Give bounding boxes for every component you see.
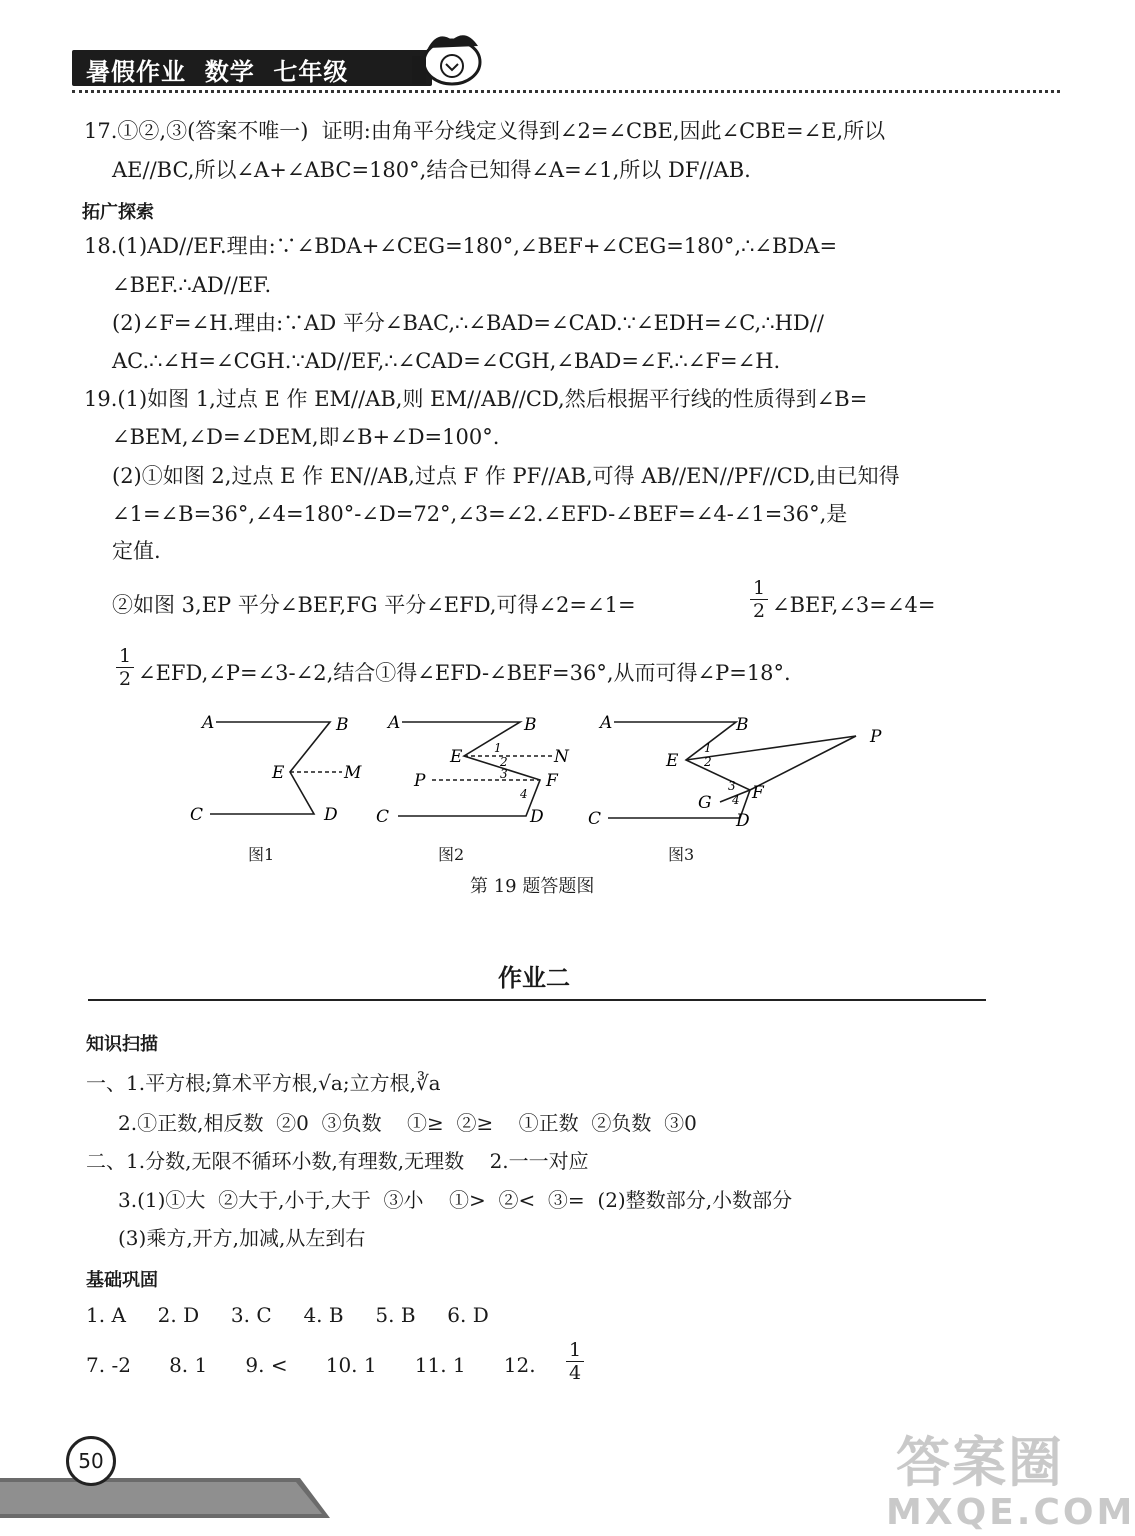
fig2-point-P: P	[414, 771, 426, 791]
fig3-point-E: E	[666, 751, 679, 771]
fig2-point-B: B	[524, 715, 537, 735]
hw2-title: 作业二	[498, 964, 570, 992]
basic-answers-1: 1. A 2. D 3. C 4. B 5. B 6. D	[86, 1303, 489, 1327]
p18-line4: AC.∴∠H=∠CGH.∵AD//EF,∴∠CAD=∠CGH,∠BAD=∠F.∴∠F=∠H.	[112, 349, 781, 373]
fig1-point-B: B	[336, 715, 349, 735]
watermark-logo: 答案圈	[896, 1431, 1064, 1494]
fig2-angle-1: 1	[494, 741, 502, 755]
fig1-label: 图1	[248, 845, 275, 864]
k2: 2.①正数,相反数 ②0 ③负数 ①≥ ②≥ ①正数 ②负数 ③0	[118, 1111, 697, 1135]
fig2-angle-2: 2	[500, 755, 508, 769]
p19-line7: ∠EFD,∠P=∠3-∠2,结合①得∠EFD-∠BEF=36°,从而可得∠P=18°.	[138, 661, 791, 685]
p19-line3: (2)①如图 2,过点 E 作 EN//AB,过点 F 作 PF//AB,可得 AB//EN//PF//CD,由已知得	[112, 464, 900, 488]
fig3-point-P: P	[870, 727, 882, 747]
section-basic: 基础巩固	[86, 1270, 158, 1291]
hw2-rule	[88, 999, 986, 1001]
k5: (3)乘方,开方,加减,从左到右	[118, 1226, 366, 1250]
footer-band	[0, 1458, 330, 1536]
fig2-point-N: N	[554, 747, 569, 767]
p17-line1: 17.①②,③(答案不唯一) 证明:由角平分线定义得到∠2=∠CBE,因此∠CBE=∠E,所以	[84, 119, 886, 143]
fig2-point-A: A	[388, 713, 401, 733]
fig3-angle-4: 4	[732, 793, 740, 807]
p19-line6b: ∠BEF,∠3=∠4=	[772, 593, 936, 617]
p18-line3: (2)∠F=∠H.理由:∵AD 平分∠BAC,∴∠BAD=∠CAD.∵∠EDH=∠C,∴HD//	[112, 311, 824, 335]
basic-answers-2: 7. -2 8. 1 9. < 10. 1 11. 1 12.	[86, 1353, 536, 1377]
section-extend: 拓广探索	[82, 202, 154, 223]
k4: 3.(1)①大 ②大于,小于,大于 ③小 ①> ②< ③= (2)整数部分,小数部分	[118, 1188, 793, 1212]
k3: 二、1.分数,无限不循环小数,有理数,无理数 2.一一对应	[86, 1149, 589, 1173]
section-knowledge: 知识扫描	[86, 1034, 158, 1055]
fraction-quarter: 1 4	[566, 1340, 584, 1383]
watermark-url: MXQE.COM	[886, 1492, 1135, 1533]
k1: 一、1.平方根;算术平方根,√a;立方根,∛a	[86, 1071, 441, 1095]
p19-line2: ∠BEM,∠D=∠DEM,即∠B+∠D=100°.	[112, 425, 500, 449]
fig2-point-D: D	[530, 807, 544, 827]
p19-line5: 定值.	[112, 539, 161, 563]
fig3-point-B: B	[736, 715, 749, 735]
fraction-half-2: 1 2	[116, 646, 134, 689]
fig2-label: 图2	[438, 845, 465, 864]
header-divider	[72, 90, 1060, 93]
fig3-point-G: G	[698, 793, 712, 813]
fig3-point-C: C	[588, 809, 602, 829]
fig1-point-A: A	[202, 713, 215, 733]
fig1-point-M: M	[344, 763, 362, 783]
fig3-point-D: D	[736, 811, 750, 831]
fig2-point-C: C	[376, 807, 390, 827]
fig3-point-A: A	[600, 713, 613, 733]
fraction-half: 1 2	[750, 578, 768, 621]
fig3-point-F: F	[752, 783, 764, 803]
fig2-point-E: E	[450, 747, 463, 767]
fig3-angle-3: 3	[728, 779, 736, 793]
figure-caption: 第 19 题答题图	[470, 876, 595, 897]
p19-line1: 19.(1)如图 1,过点 E 作 EM//AB,则 EM//AB//CD,然后根据平行线的性质得到∠B=	[84, 387, 868, 411]
p17-line2: AE//BC,所以∠A+∠ABC=180°,结合已知得∠A=∠1,所以 DF//AB.	[112, 158, 751, 182]
fig2-angle-4: 4	[520, 787, 528, 801]
fig3-label: 图3	[668, 845, 695, 864]
figure-19-diagrams	[180, 706, 980, 866]
p19-line4: ∠1=∠B=36°,∠4=180°-∠D=72°,∠3=∠2.∠EFD-∠BEF=∠4-∠1=36°,是	[112, 502, 848, 526]
fig1-point-D: D	[324, 805, 338, 825]
fig2-point-F: F	[546, 771, 558, 791]
fig3-angle-2: 2	[704, 755, 712, 769]
fig2-angle-3: 3	[500, 767, 508, 781]
fig1-point-E: E	[272, 763, 285, 783]
page-number: 50	[66, 1436, 116, 1486]
fig1-point-C: C	[190, 805, 204, 825]
p18-line2: ∠BEF.∴AD//EF.	[112, 273, 272, 297]
p18-line1: 18.(1)AD//EF.理由:∵∠BDA+∠CEG=180°,∠BEF+∠CEG=180°,∴∠BDA=	[84, 234, 838, 258]
header-title: 暑假作业 数学 七年级	[86, 58, 349, 86]
fig3-angle-1: 1	[704, 741, 712, 755]
p19-line6a: ②如图 3,EP 平分∠BEF,FG 平分∠EFD,可得∠2=∠1=	[112, 593, 636, 617]
mascot-icon	[408, 26, 488, 90]
